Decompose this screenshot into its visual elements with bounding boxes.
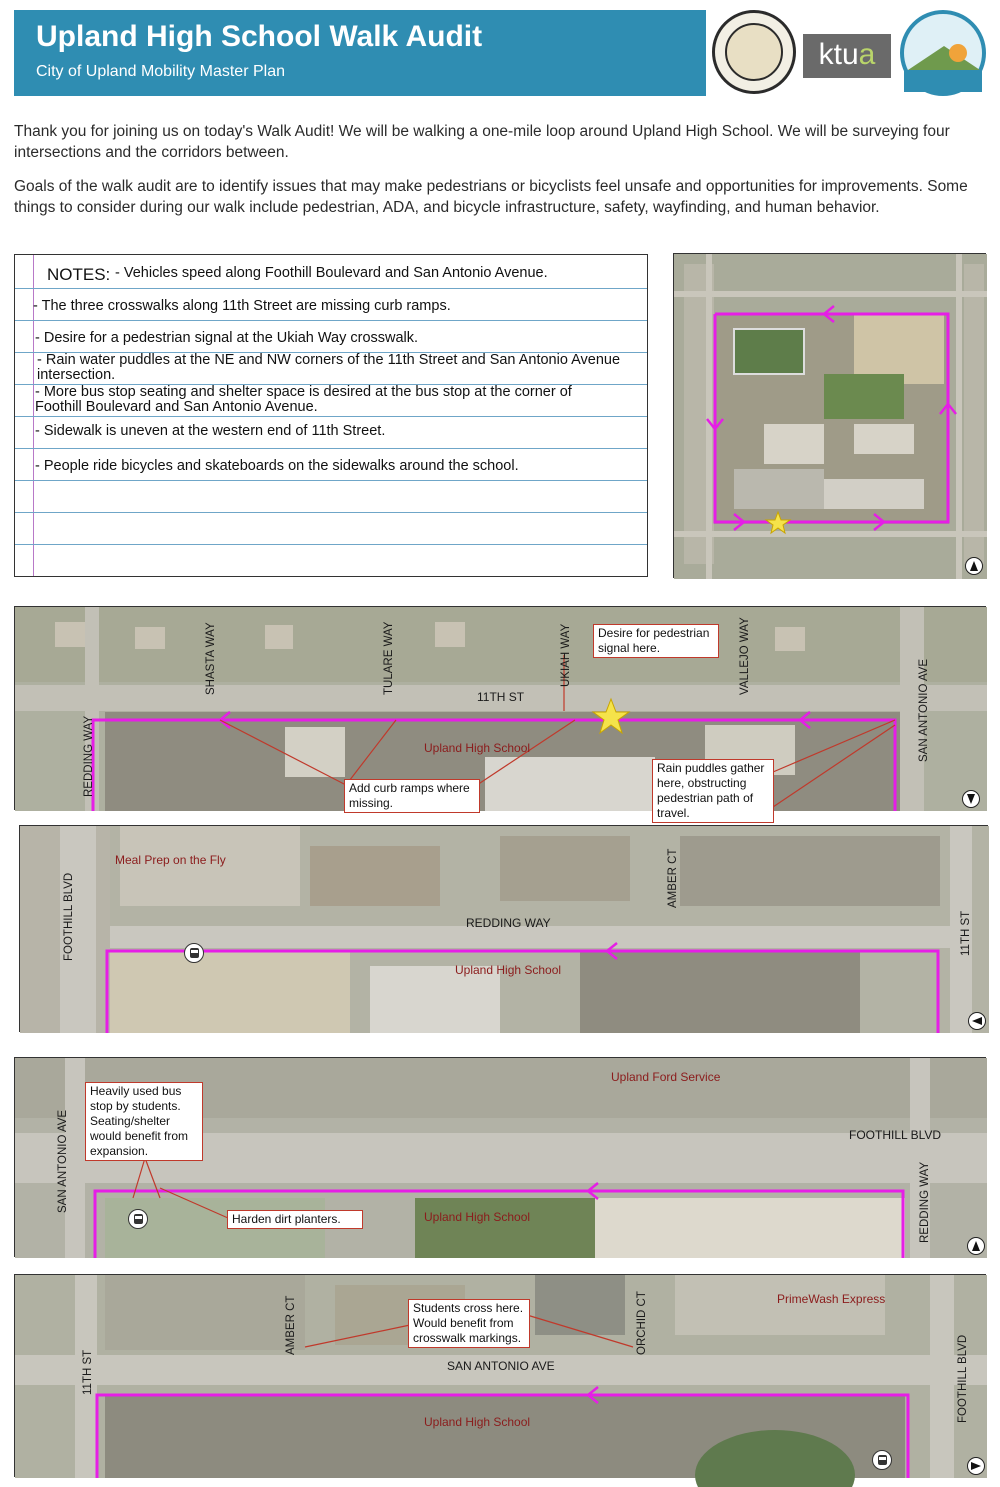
callout-bus-stop: Heavily used bus stop by students. Seating/shelter would benefit from expansion.	[85, 1082, 203, 1161]
street-label: SAN ANTONIO AVE	[57, 1109, 69, 1213]
intro-paragraph-2: Goals of the walk audit are to identify issues that may make pedestrians or bicyclists feel unsafe and opportunities for improvements. Some things to consider during our walk include pedestrian, ADA, and bicycle infrastructure, safety, wayfinding, and human behavior.	[14, 178, 968, 216]
north-arrow-icon	[965, 557, 983, 575]
note-item: Foothill Boulevard and San Antonio Avenue.	[35, 399, 318, 415]
street-label: SAN ANTONIO AVE	[918, 658, 930, 762]
page-subtitle: City of Upland Mobility Master Plan	[36, 63, 285, 80]
note-item: - Sidewalk is uneven at the western end of 11th Street.	[35, 423, 386, 439]
street-label: AMBER CT	[667, 848, 679, 908]
map-panel-11th-st	[14, 606, 986, 820]
notes-box	[14, 254, 648, 577]
bus-stop-icon	[128, 1209, 148, 1229]
street-label-main: 11TH ST	[477, 690, 525, 704]
page-title: Upland High School Walk Audit	[36, 20, 483, 53]
overview-map	[673, 253, 986, 578]
business-label: Meal Prep on the Fly	[115, 853, 226, 867]
school-label: Upland High School	[424, 1210, 531, 1224]
school-label: Upland High School	[455, 963, 562, 977]
north-arrow-icon	[962, 790, 980, 808]
callout-curb-ramps: Add curb ramps where missing.	[344, 779, 480, 813]
north-arrow-icon	[967, 1457, 985, 1475]
intro-paragraph-1: Thank you for joining us on today's Walk Audit! We will be walking a one-mile loop around Upland High School. We will be surveying four intersections and the corridors between.	[14, 123, 950, 161]
bus-stop-icon	[184, 943, 204, 963]
note-item: - Rain water puddles at the NE and NW corners of the 11th Street and San Antonio Avenue	[37, 352, 621, 368]
note-item: - The three crosswalks along 11th Street are missing curb ramps.	[33, 298, 451, 314]
note-item: intersection.	[37, 367, 116, 383]
callout-rain-puddles: Rain puddles gather here, obstructing pedestrian path of travel.	[652, 759, 774, 823]
street-label: AMBER CT	[285, 1295, 297, 1355]
school-label: Upland High School	[424, 1415, 531, 1429]
callout-students-cross: Students cross here. Would benefit from crosswalk markings.	[408, 1299, 530, 1348]
street-label-main: FOOTHILL BLVD	[849, 1128, 942, 1142]
header-banner	[14, 10, 706, 96]
street-label: FOOTHILL BLVD	[957, 1334, 969, 1423]
callout-pedestrian-signal: Desire for pedestrian signal here.	[593, 624, 719, 658]
street-label: ORCHID CT	[636, 1291, 648, 1355]
callout-planters: Harden dirt planters.	[227, 1210, 363, 1229]
north-arrow-icon	[968, 1012, 986, 1030]
north-arrow-icon	[967, 1237, 985, 1255]
map-panel-redding-way	[19, 825, 988, 1032]
note-item: - People ride bicycles and skateboards on the sidewalks around the school.	[35, 458, 519, 474]
street-label: FOOTHILL BLVD	[63, 872, 75, 961]
note-item: - Vehicles speed along Foothill Boulevard and San Antonio Avenue.	[115, 265, 548, 281]
street-label: 11TH ST	[960, 910, 972, 956]
business-label: Upland Ford Service	[611, 1070, 721, 1084]
ktua-logo: ktua	[803, 34, 891, 78]
notes-label: NOTES:	[47, 265, 111, 284]
street-label: SHASTA WAY	[205, 622, 217, 695]
note-item: - Desire for a pedestrian signal at the Ukiah Way crosswalk.	[35, 330, 419, 346]
street-label-main: REDDING WAY	[466, 916, 551, 930]
street-label: VALLEJO WAY	[739, 617, 751, 695]
street-label-main: SAN ANTONIO AVE	[447, 1359, 555, 1373]
school-label: Upland High School	[424, 741, 531, 755]
street-label: REDDING WAY	[919, 1161, 931, 1243]
business-label: PrimeWash Express	[777, 1292, 886, 1306]
bus-stop-icon	[872, 1450, 892, 1470]
street-label: REDDING WAY	[83, 715, 95, 797]
street-label: UKIAH WAY	[560, 623, 572, 687]
city-seal-logo	[712, 10, 796, 94]
mobility-master-plan-logo	[900, 10, 986, 96]
map-panel-san-antonio-ave	[14, 1274, 986, 1477]
street-label: TULARE WAY	[383, 621, 395, 695]
street-label: 11TH ST	[82, 1349, 94, 1395]
map-panel-foothill-blvd	[14, 1057, 986, 1257]
note-item: - More bus stop seating and shelter space is desired at the bus stop at the corner of	[35, 384, 572, 400]
